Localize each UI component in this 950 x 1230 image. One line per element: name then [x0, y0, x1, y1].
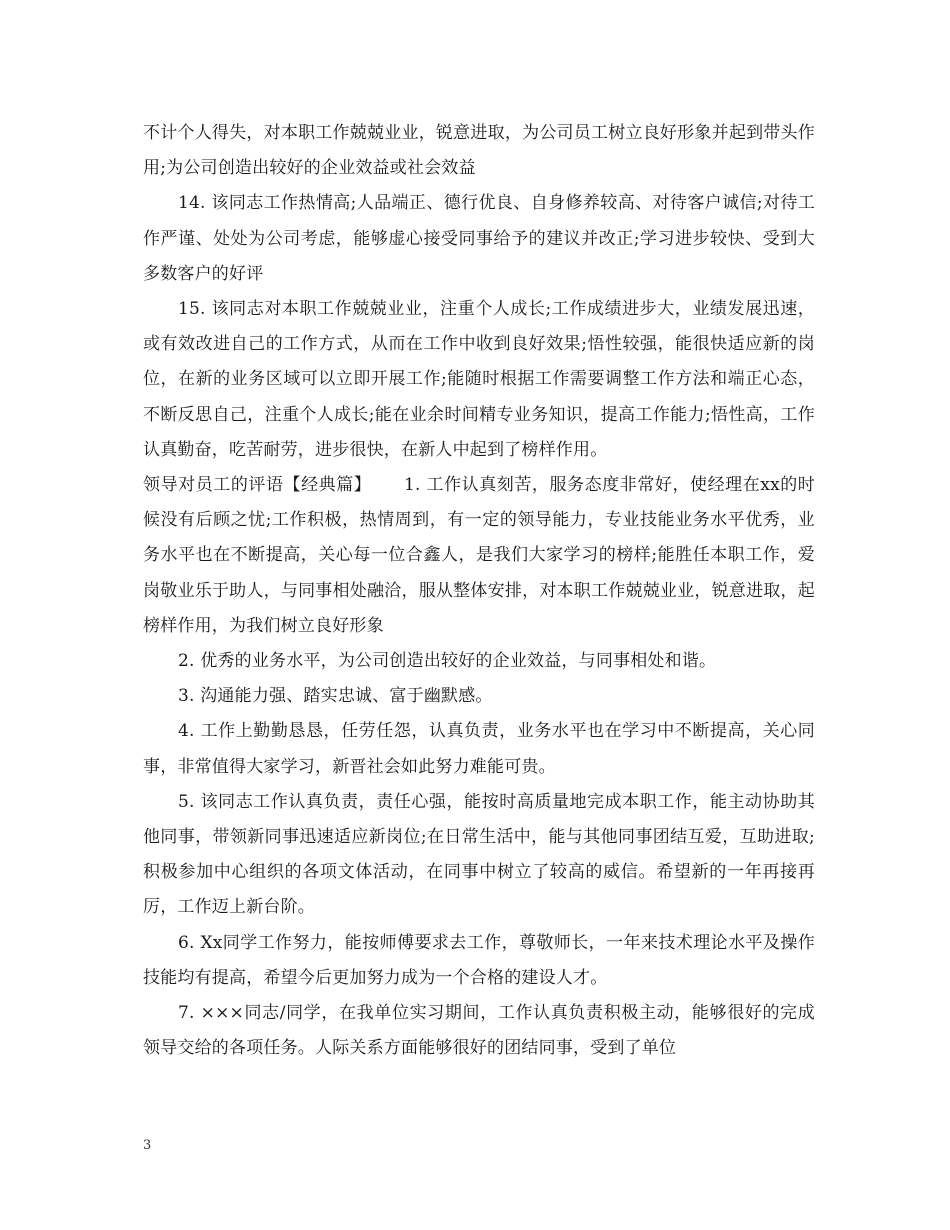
page-number: 3: [143, 1138, 152, 1153]
paragraph-4: 领导对员工的评语【经典篇】 1. 工作认真刻苦，服务态度非常好，使经理在xx的时候没有后顾之忧;工作积极，热情周到，有一定的领导能力，专业技能业务水平优秀，业务水平也在不断提高，关心每一位合鑫人，是我们大家学习的榜样;能胜任本职工作，爱岗敬业乐于助人，与同事相处融洽，服从整体安排，对本职工作兢兢业业，锐意进取，起榜样作用，为我们树立良好形象: [143, 475, 815, 636]
paragraph-3: 15. 该同志对本职工作兢兢业业，注重个人成长;工作成绩进步大，业绩发展迅速，或有效改进自己的工作方式，从而在工作中收到良好效果;悟性较强，能很快适应新的岗位，在新的业务区域可以立即开展工作;能随时根据工作需要调整工作方法和端正心态，不断反思自己，注重个人成长;能在业余时间精专业务知识，提高工作能力;悟性高，工作认真勤奋，吃苦耐劳，进步很快，在新人中起到了榜样作用。: [143, 299, 815, 460]
paragraph-9: 6. Xx同学工作努力，能按师傅要求去工作，尊敬师长，一年来技术理论水平及操作技能均有提高，希望今后更加努力成为一个合格的建设人才。: [143, 932, 815, 988]
paragraph-5: 2. 优秀的业务水平，为公司创造出较好的企业效益，与同事相处和谐。: [178, 651, 717, 672]
document-body: [143, 116, 815, 1066]
paragraph-7: 4. 工作上勤勤恳恳，任劳任怨，认真负责，业务水平也在学习中不断提高，关心同事，非常值得大家学习，新晋社会如此努力难能可贵。: [143, 721, 815, 777]
paragraph-1: 不计个人得失，对本职工作兢兢业业，锐意进取，为公司员工树立良好形象并起到带头作用;为公司创造出较好的企业效益或社会效益: [143, 123, 815, 179]
paragraph-6: 3. 沟通能力强、踏实忠诚、富于幽默感。: [178, 686, 493, 707]
paragraph-10: 7. ×××同志/同学，在我单位实习期间，工作认真负责积极主动，能够很好的完成领导交给的各项任务。人际关系方面能够很好的团结同事，受到了单位: [143, 1003, 815, 1059]
paragraph-8: 5. 该同志工作认真负责，责任心强，能按时高质量地完成本职工作，能主动协助其他同事，带领新同事迅速适应新岗位;在日常生活中，能与其他同事团结互爱，互助进取;积极参加中心组织的各项文体活动，在同事中树立了较高的威信。希望新的一年再接再厉，工作迈上新台阶。: [143, 791, 815, 918]
paragraph-2: 14. 该同志工作热情高;人品端正、德行优良、自身修养较高、对待客户诚信;对待工作严谨、处处为公司考虑，能够虚心接受同事给予的建议并改正;学习进步较快、受到大多数客户的好评: [143, 193, 815, 284]
